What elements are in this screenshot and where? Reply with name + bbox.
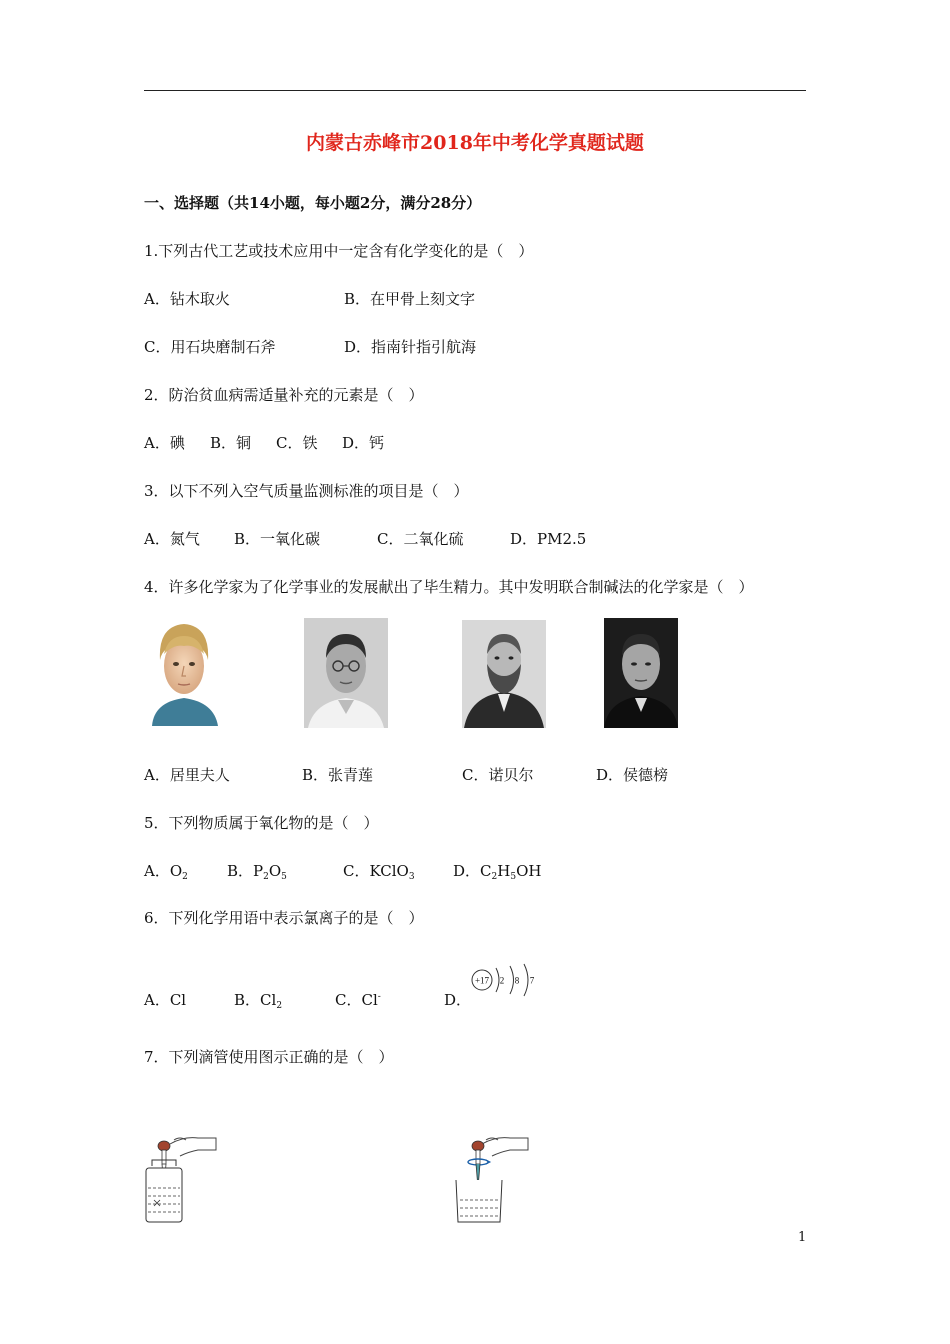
page-title: 内蒙古赤峰市2018年中考化学真题试题 <box>306 132 644 154</box>
question-2-option-b: B．铜 <box>210 434 252 452</box>
question-3-option-c: C．二氧化硫 <box>377 530 464 548</box>
question-3-option-a: A．氮气 <box>144 530 200 548</box>
question-5-option-c: C．KClO$_3$ <box>343 862 415 882</box>
question-1-option-a: A．钻木取火 <box>144 290 230 308</box>
header-rule <box>144 90 806 91</box>
question-5-option-a: A．$O_2$ <box>144 862 188 882</box>
dropper-figure-a <box>140 1130 220 1226</box>
section-heading: 一、选择题（共14小题，每小题2分，满分28分） <box>144 194 482 212</box>
question-6-option-d: D． <box>444 991 472 1009</box>
atom-nucleus-label: +17 <box>474 975 490 986</box>
page-number: 1 <box>798 1230 807 1245</box>
question-5-stem: 5．下列物质属于氧化物的是（ ） <box>144 814 379 832</box>
question-4-option-c: C．诺贝尔 <box>462 766 534 784</box>
dropper-figure-b <box>450 1130 530 1226</box>
question-6-option-a: A．Cl <box>144 991 187 1009</box>
portrait-nobel <box>462 620 546 728</box>
portrait-curie <box>146 618 222 726</box>
atom-shell-3-label: 7 <box>529 975 535 986</box>
question-6-option-c: C．Cl- <box>335 991 381 1009</box>
portrait-hou-debang <box>604 618 678 728</box>
portrait-zhang-qinglian <box>304 618 388 728</box>
question-2-option-c: C．铁 <box>276 434 318 452</box>
question-1-option-b: B．在甲骨上刻文字 <box>344 290 476 308</box>
question-2-option-a: A．碘 <box>144 434 185 452</box>
question-5-option-d: D．$C_2H_5OH$ <box>453 862 542 882</box>
question-4-option-d: D．侯德榜 <box>596 766 669 784</box>
question-6-option-b: B．$Cl_2$ <box>234 991 283 1011</box>
question-3-option-d: D．PM2.5 <box>510 530 587 548</box>
question-2-option-d: D．钙 <box>342 434 385 452</box>
question-7-stem: 7．下列滴管使用图示正确的是（ ） <box>144 1048 394 1066</box>
question-3-stem: 3．以下不列入空气质量监测标准的项目是（ ） <box>144 482 469 500</box>
atom-structure-diagram <box>466 962 548 1002</box>
question-5-option-b: B．$P_2O_5$ <box>227 862 287 882</box>
question-4-option-a: A．居里夫人 <box>144 766 230 784</box>
question-1-option-d: D．指南针指引航海 <box>344 338 477 356</box>
question-6-stem: 6．下列化学用语中表示氯离子的是（ ） <box>144 909 424 927</box>
atom-shell-1-label: 2 <box>499 975 505 986</box>
question-1-option-c: C．用石块磨制石斧 <box>144 338 276 356</box>
question-2-stem: 2．防治贫血病需适量补充的元素是（ ） <box>144 386 424 404</box>
question-1-stem: 1.下列古代工艺或技术应用中一定含有化学变化的是（ ） <box>144 242 534 260</box>
question-3-option-b: B．一氧化碳 <box>234 530 321 548</box>
question-4-option-b: B．张青莲 <box>302 766 374 784</box>
atom-shell-2-label: 8 <box>514 975 520 986</box>
question-4-stem: 4．许多化学家为了化学事业的发展献出了毕生精力。其中发明联合制碱法的化学家是（ ） <box>144 578 754 596</box>
